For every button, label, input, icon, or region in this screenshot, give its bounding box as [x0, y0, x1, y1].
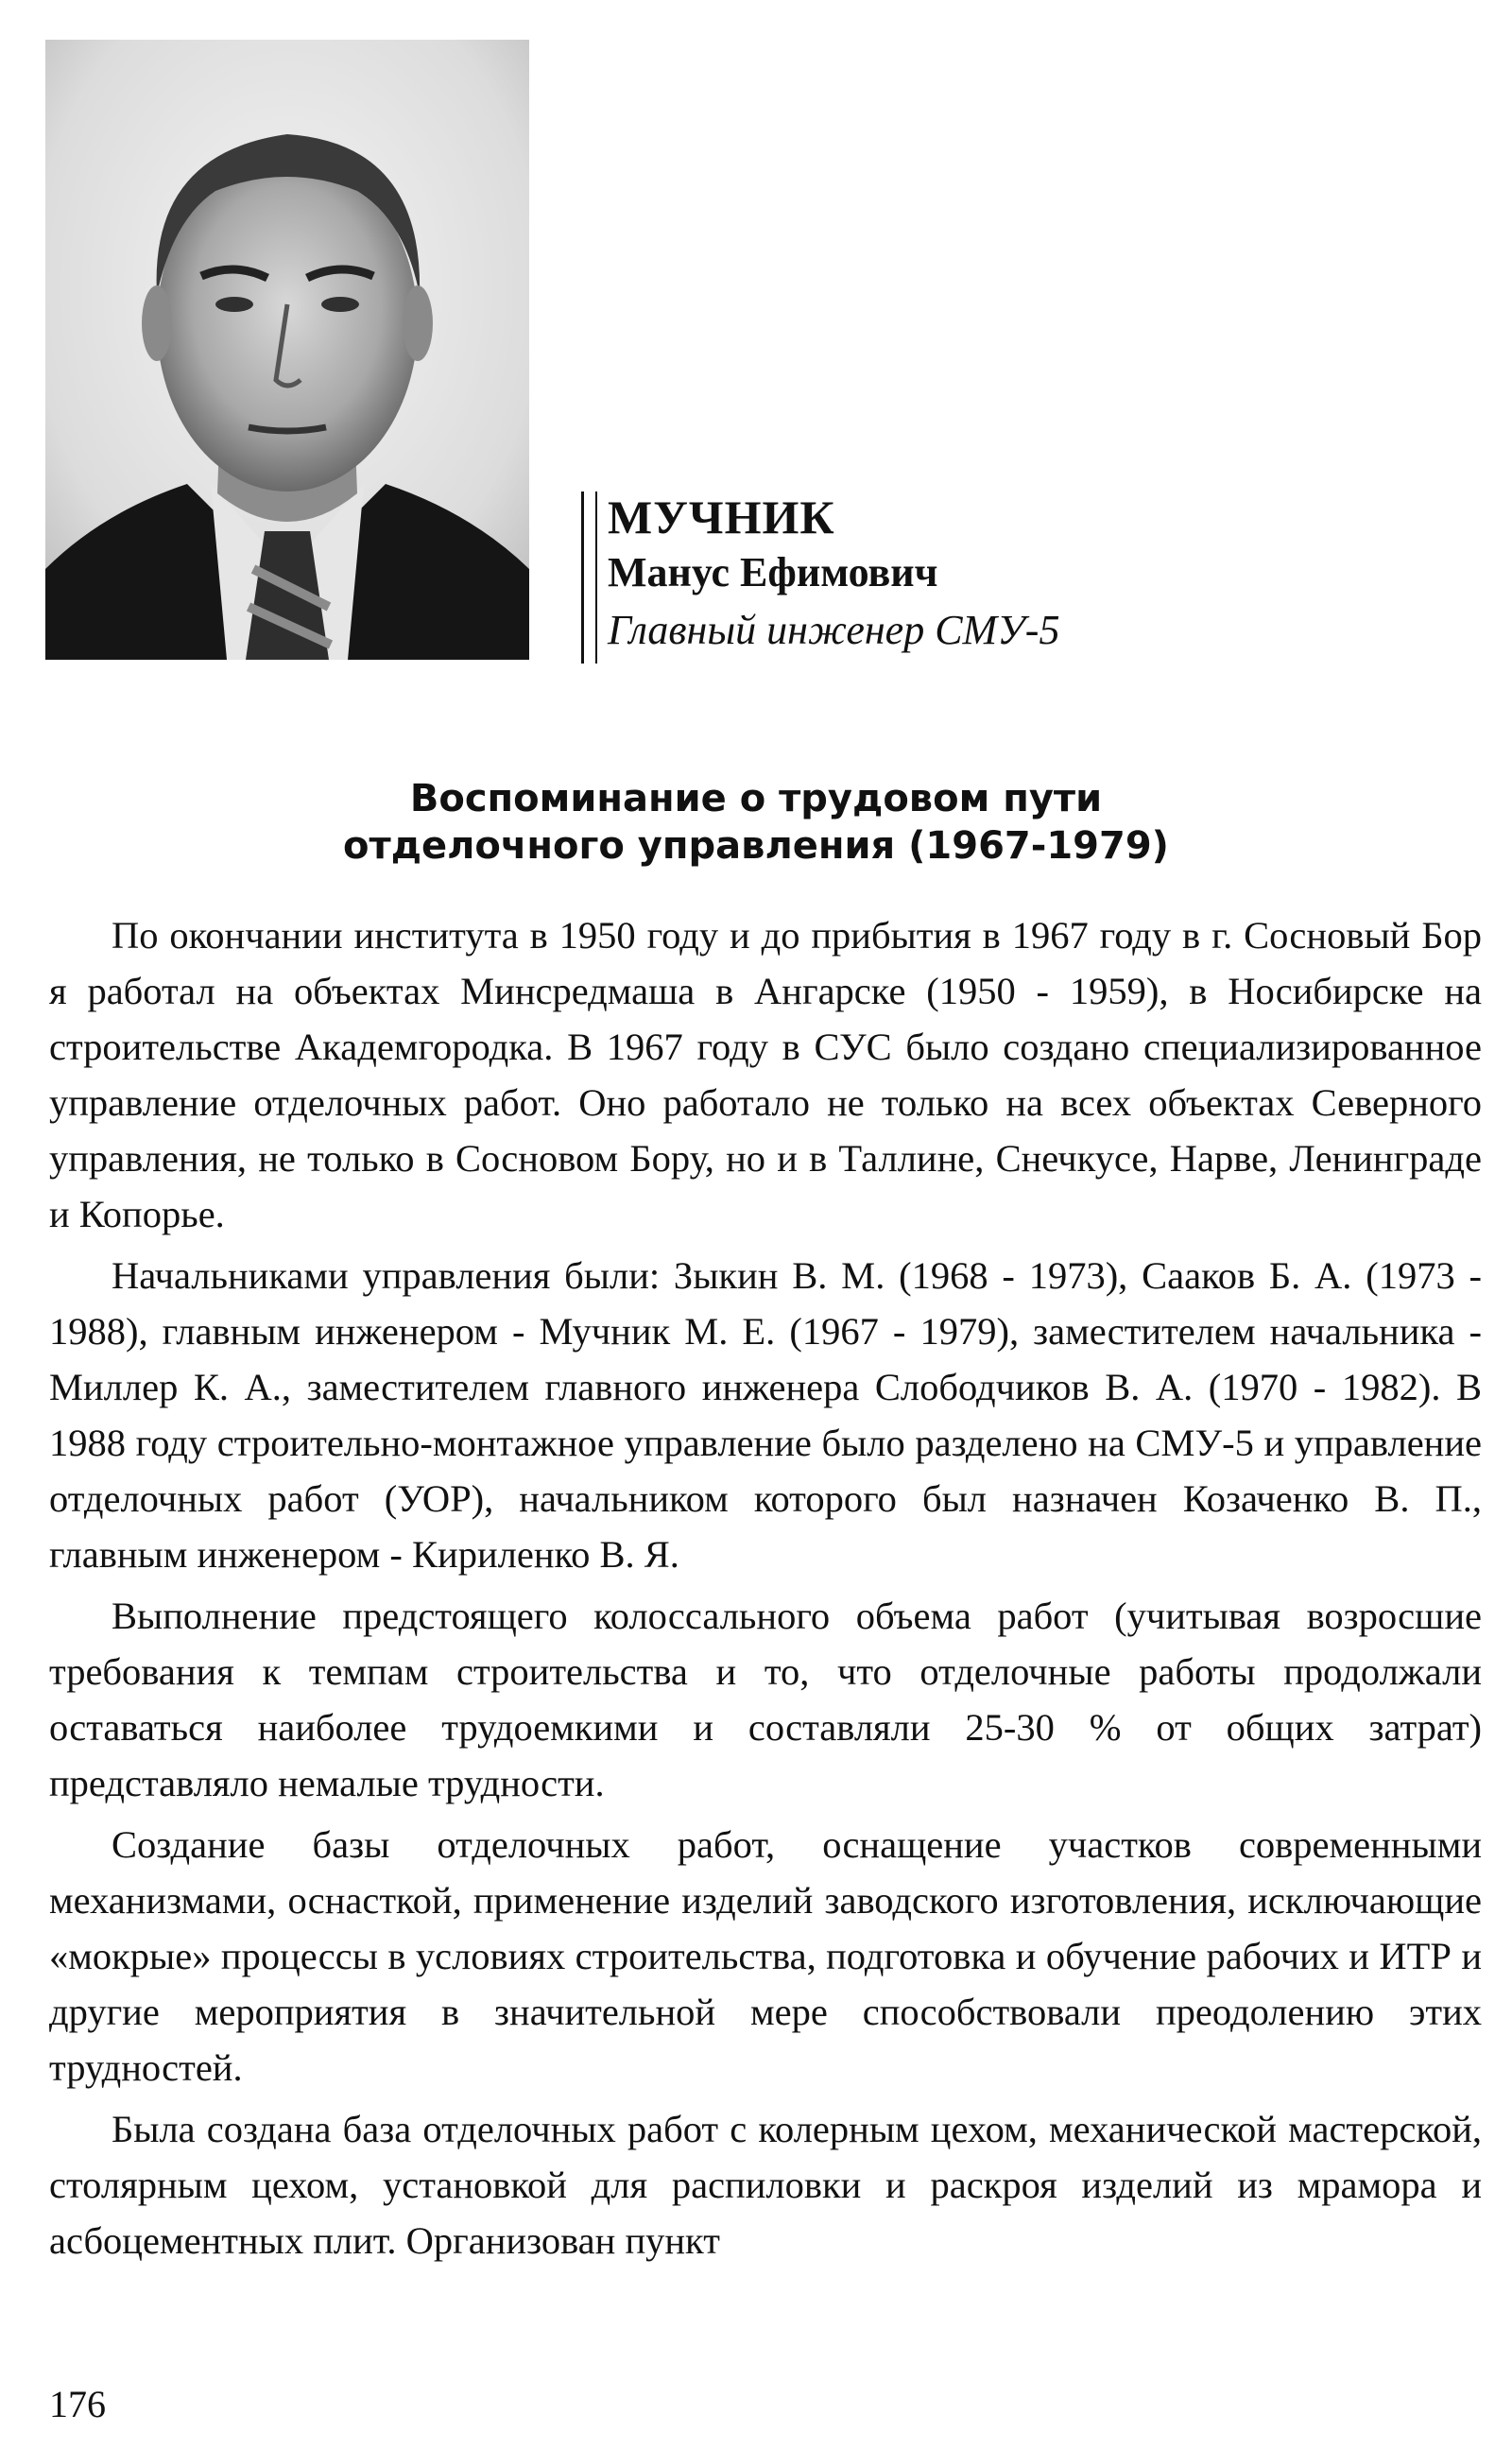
paragraph: По окончании института в 1950 году и до прибытия в 1967 году в г. Сосновый Бор я работал на объектах Минсредмаша в Ангарске (1950 - 1959), в Носибирске на строительстве Академгородка. В 1967 году в СУС было создано специализированное управление отделочных работ. Оно работало не только на всех объектах Северного управления, не только в Сосновом Бору, но и в Таллине, Снечкусе, Нарве, Ленинграде и Копорье.: [49, 914, 1482, 1235]
author-portrait-photo: [45, 40, 529, 660]
caption-divider-bar: [581, 492, 597, 664]
author-name: Манус Ефимович: [608, 549, 938, 595]
article-body: [49, 907, 1482, 2274]
article-title-line-1: Воспоминание о трудовом пути: [409, 777, 1103, 820]
paragraph: Выполнение предстоящего колоссального объема работ (учитывая возросшие требования к темпам строительства и то, что отделочные работы продолжали оставаться наиболее трудоемкими и составляли 25-30 % от общих затрат) представляло немалые трудности.: [49, 1595, 1482, 1804]
article-title-line-2: отделочного управления (1967-1979): [343, 824, 1169, 868]
paragraph: Была создана база отделочных работ с колерным цехом, механической мастерской, столярным цехом, установкой для распиловки и раскроя изделий из мрамора и асбоцементных плит. Организован пункт: [49, 2108, 1482, 2262]
page-number: 176: [49, 2383, 106, 2425]
author-caption: [581, 490, 1059, 664]
author-surname: МУЧНИК: [608, 491, 835, 543]
article-title: [113, 775, 1399, 870]
paragraph: Начальниками управления были: Зыкин В. М. (1968 - 1973), Сааков Б. А. (1973 - 1988), главным инженером - Мучник М. Е. (1967 - 1979), заместителем начальника - Миллер К. А., заместителем главного инженера Слободчиков В. А. (1970 - 1982). В 1988 году строительно-монтажное управление было разделено на СМУ-5 и управление отделочных работ (УОР), начальником которого был назначен Козаченко В. П., главным инженером - Кириленко В. Я.: [49, 1254, 1482, 1576]
author-position: Главный инженер СМУ-5: [608, 607, 1060, 653]
paragraph: Создание базы отделочных работ, оснащение участков современными механизмами, оснасткой, применение изделий заводского изготовления, исключающие «мокрые» процессы в условиях строительства, подготовка и обучение рабочих и ИТР и другие мероприятия в значительной мере способствовали преодолению этих трудностей.: [49, 1823, 1482, 2089]
